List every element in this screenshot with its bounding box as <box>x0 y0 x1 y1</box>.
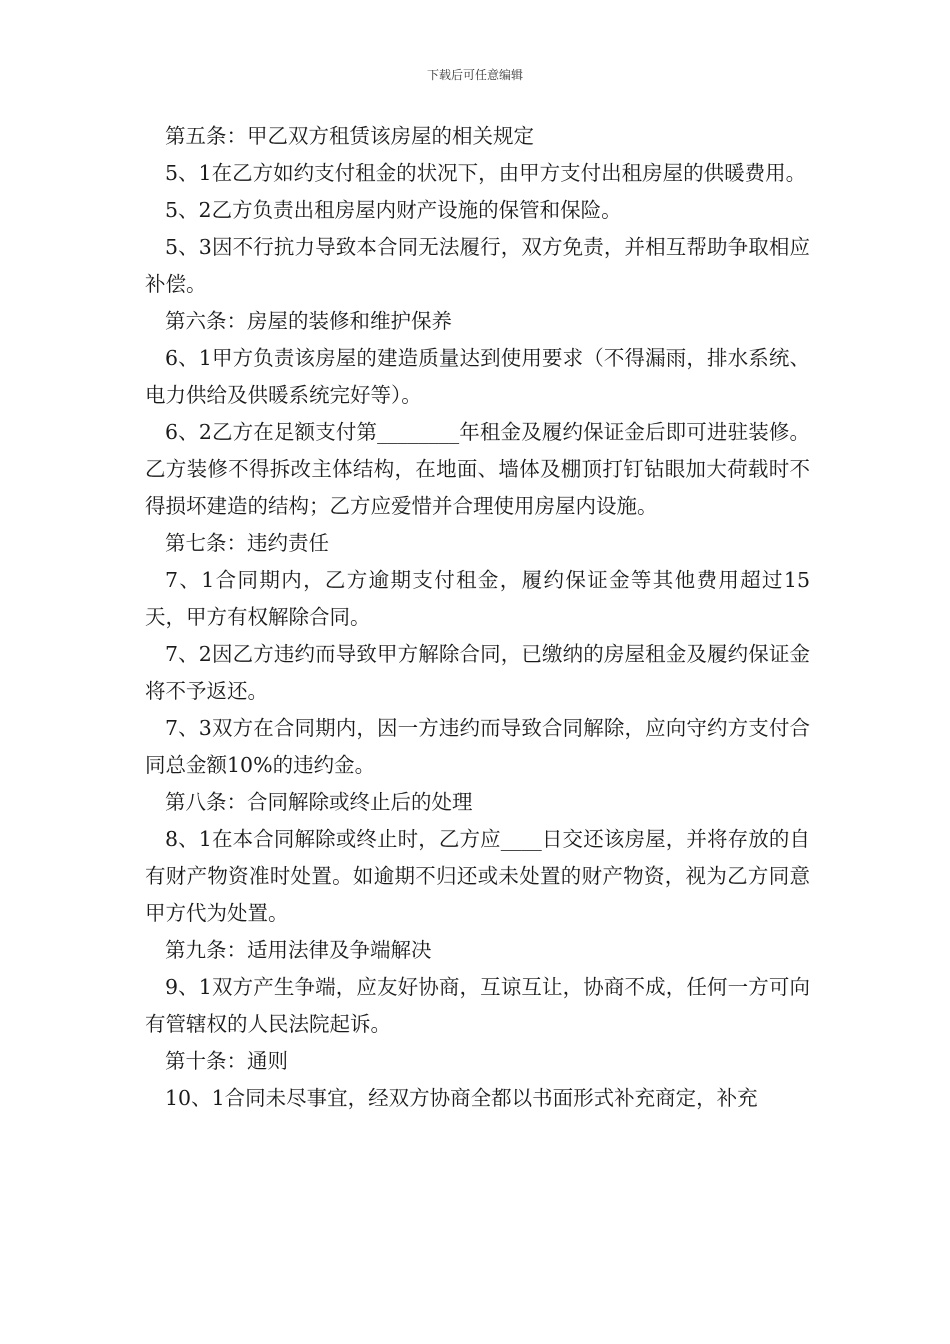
clause-5-1: 5、1在乙方如约支付租金的状况下，由甲方支付出租房屋的供暖费用。 <box>165 161 807 185</box>
clause-5-3: 5、3因不行抗力导致本合同无法履行，双方免责，并相互帮助争取相应补偿。 <box>145 235 810 296</box>
clause-10-1: 10、1合同未尽事宜，经双方协商全都以书面形式补充商定，补充 <box>165 1086 758 1110</box>
clause-7-3: 7、3双方在合同期内，因一方违约而导致合同解除，应向守约方支付合同总金额10%的违约金。 <box>145 716 810 777</box>
clause-6-2: 6、2乙方在足额支付第________年租金及履约保证金后即可进驻装修。乙方装修不得拆改主体结构，在地面、墙体及棚顶打钉钻眼加大荷载时不得损坏建造的结构；乙方应爱惜并合理使用房屋内设施。 <box>145 420 810 518</box>
clause-7-1: 7、1合同期内，乙方逾期支付租金，履约保证金等其他费用超过15天，甲方有权解除合同。 <box>145 568 810 629</box>
page-header: 下载后可任意编辑 <box>426 68 523 82</box>
document-body <box>145 118 810 1117</box>
clause-9-1: 9、1双方产生争端，应友好协商，互谅互让，协商不成，任何一方可向有管辖权的人民法院起诉。 <box>145 975 810 1036</box>
article-10-heading: 第十条：通则 <box>165 1049 288 1073</box>
article-6-heading: 第六条：房屋的装修和维护保养 <box>165 309 452 333</box>
article-8-heading: 第八条：合同解除或终止后的处理 <box>165 790 473 814</box>
clause-6-1: 6、1甲方负责该房屋的建造质量达到使用要求（不得漏雨，排水系统、电力供给及供暖系统完好等）。 <box>145 346 810 407</box>
article-7-heading: 第七条：违约责任 <box>165 531 329 555</box>
clause-8-1: 8、1在本合同解除或终止时，乙方应____日交还该房屋，并将存放的自有财产物资准时处置。如逾期不归还或未处置的财产物资，视为乙方同意甲方代为处置。 <box>145 827 810 925</box>
clause-5-2: 5、2乙方负责出租房屋内财产设施的保管和保险。 <box>165 198 622 222</box>
article-5-heading: 第五条：甲乙双方租赁该房屋的相关规定 <box>165 124 534 148</box>
clause-7-2: 7、2因乙方违约而导致甲方解除合同，已缴纳的房屋租金及履约保证金将不予返还。 <box>145 642 810 703</box>
article-9-heading: 第九条：适用法律及争端解决 <box>165 938 432 962</box>
